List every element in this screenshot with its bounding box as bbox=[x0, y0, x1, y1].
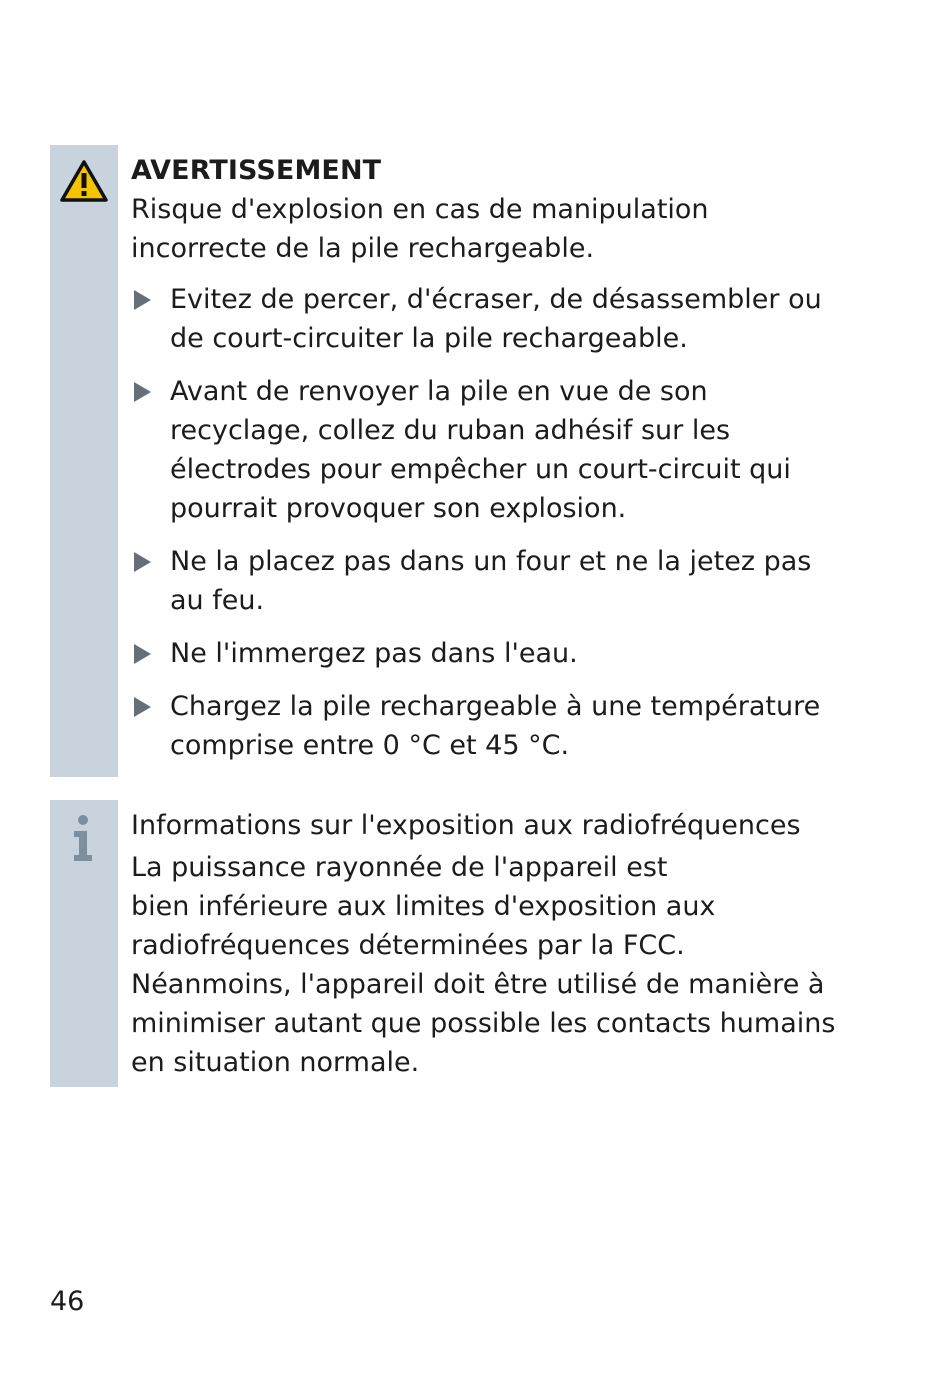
bullet-arrow-icon bbox=[134, 552, 151, 572]
info-block bbox=[50, 800, 850, 1087]
warning-title: AVERTISSEMENT bbox=[131, 155, 382, 186]
warning-intro: Risque d'explosion en cas de manipulation incorrecte de la pile rechargeable. bbox=[131, 194, 709, 264]
list-item: Avant de renvoyer la pile en vue de son recyclage, collez du ruban adhésif sur les électrodes pour empêcher un court-circuit qui pourrait provoquer son explosion. bbox=[131, 372, 850, 528]
bullet-arrow-icon bbox=[134, 644, 151, 664]
info-text: La puissance rayonnée de l'appareil est bien inférieure aux limites d'exposition aux radiofréquences déterminées par la FCC. Néanmoins, l'appareil doit être utilisé de manière à minimiser autant que possible les contacts humains en situation normale. bbox=[131, 852, 836, 1078]
page-number: 46 bbox=[50, 1286, 85, 1317]
bullet-arrow-icon bbox=[134, 382, 151, 402]
warning-triangle-icon bbox=[59, 159, 109, 203]
info-title: Informations sur l'exposition aux radiofréquences bbox=[131, 810, 801, 841]
info-content bbox=[131, 800, 850, 1082]
list-item: Ne l'immergez pas dans l'eau. bbox=[131, 634, 850, 673]
warning-block bbox=[50, 145, 850, 777]
list-item: Evitez de percer, d'écraser, de désassembler ou de court-circuiter la pile rechargeable. bbox=[131, 280, 850, 358]
info-sidebar bbox=[50, 800, 118, 1087]
list-item: Ne la placez pas dans un four et ne la jetez pas au feu. bbox=[131, 542, 850, 620]
info-icon bbox=[68, 814, 98, 864]
bullet-arrow-icon bbox=[134, 290, 151, 310]
bullet-arrow-icon bbox=[134, 697, 151, 717]
list-item: Chargez la pile rechargeable à une température comprise entre 0 °C et 45 °C. bbox=[131, 687, 850, 765]
warning-sidebar bbox=[50, 145, 118, 777]
warning-content bbox=[131, 145, 850, 779]
warning-list bbox=[131, 280, 850, 765]
